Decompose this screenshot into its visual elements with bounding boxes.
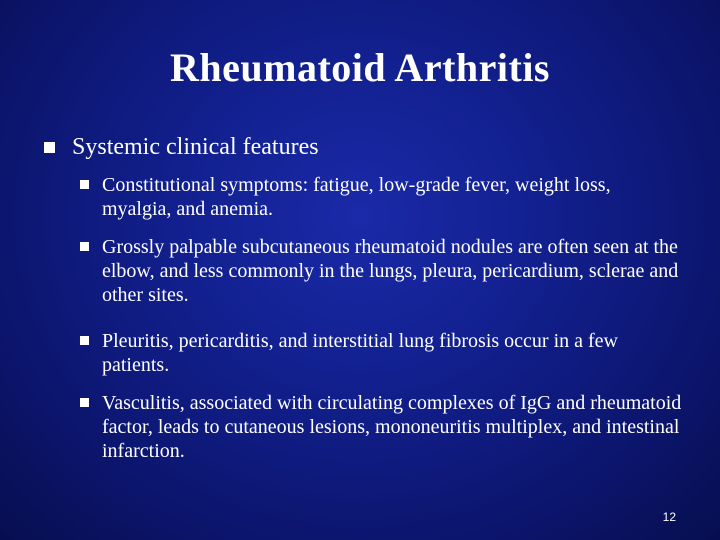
page-number: 12 [662, 510, 676, 524]
bullet-item: Pleuritis, pericarditis, and interstitial lung fibrosis occur in a few patients. [102, 330, 618, 376]
bullet-item: Constitutional symptoms: fatigue, low-grade fever, weight loss, myalgia, and anemia. [102, 174, 611, 220]
square-bullet-icon [44, 142, 55, 153]
bullet-item: Vasculitis, associated with circulating complexes of IgG and rheumatoid factor, leads to cutaneous lesions, mononeuritis multiplex, and intestinal infarction. [102, 392, 682, 462]
square-bullet-icon [80, 180, 89, 189]
bullet-item: Grossly palpable subcutaneous rheumatoid nodules are often seen at the elbow, and less commonly in the lungs, pleura, pericardium, sclerae and other sites. [102, 236, 679, 306]
slide-title: Rheumatoid Arthritis [170, 45, 550, 90]
square-bullet-icon [80, 398, 89, 407]
square-bullet-icon [80, 242, 89, 251]
bullet-heading: Systemic clinical features [72, 134, 319, 160]
square-bullet-icon [80, 336, 89, 345]
